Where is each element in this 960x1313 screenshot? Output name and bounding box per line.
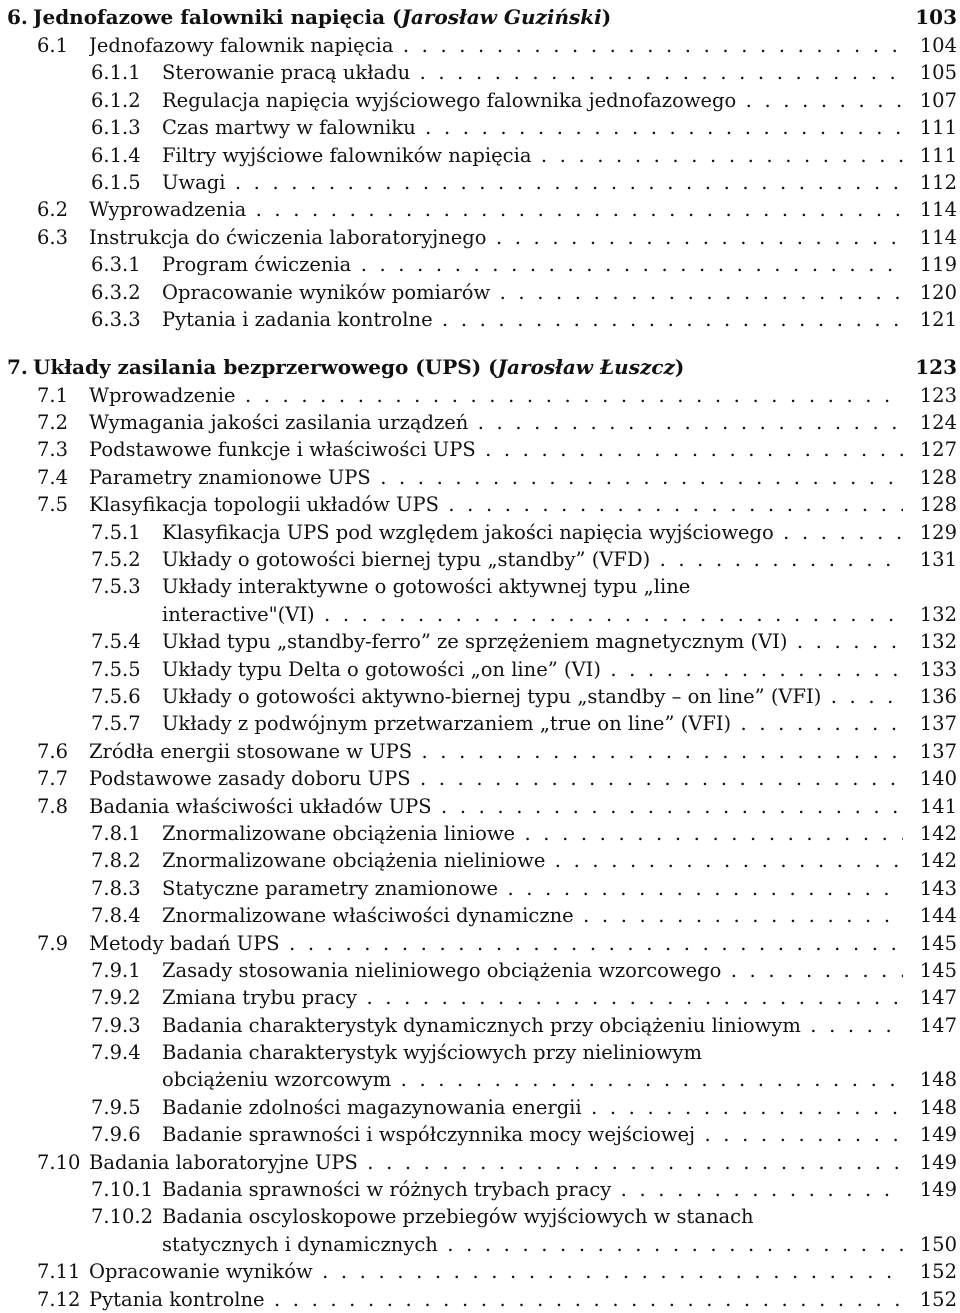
toc-entry-number: 7.3 [37,438,69,462]
toc-entry-title: Filtry wyjściowe falowników napięcia . . . [162,142,903,169]
chapter-title: Jednofazowe falowniki napięcia (Jarosław Guziński) [33,5,612,29]
toc-entry-number: 7.8.3 [91,876,141,900]
toc-entry-page-number: 141 [919,794,957,818]
toc-entry-page-number: 120 [919,280,957,304]
toc-entry-title: Zmiana trybu pracy . . . [162,984,903,1011]
toc-entry-title: statycznych i dynamicznych . . . [162,1231,903,1258]
toc-entry-page-number: 147 [919,986,957,1010]
toc-entry-page-number: 144 [919,904,957,928]
toc-entry-title: Wymagania jakości zasilania urządzeń . . . [89,409,903,436]
toc-entry[interactable] [7,1121,957,1148]
toc-entry-title: Znormalizowane obciążenia nieliniowe . . . [162,847,903,874]
toc-entry-title: Znormalizowane właściwości dynamiczne . . . [162,902,903,929]
toc-entry-number: 6.1.2 [91,88,141,112]
table-of-contents [7,4,957,1313]
chapter-author: Jarosław Guziński [401,5,602,29]
toc-entry-number: 6.3 [37,225,69,249]
toc-entry-title: Znormalizowane obciążenia liniowe . . . [162,820,903,847]
toc-entry-number: 7.10.1 [91,1178,154,1202]
toc-entry[interactable] [7,409,957,436]
toc-entry-number: 7.2 [37,411,69,435]
toc-entry[interactable] [7,793,957,820]
toc-entry-number: 7.9.5 [91,1095,141,1119]
toc-entry[interactable] [7,224,957,251]
toc-entry-page-number: 132 [919,602,957,626]
toc-entry-page-number: 142 [919,821,957,845]
toc-entry-number: 6.1.1 [91,61,141,85]
toc-entry-page-number: 124 [919,411,957,435]
toc-entry-page-number: 148 [919,1095,957,1119]
toc-entry-page-number: 150 [919,1232,957,1256]
toc-entry-title: Układy typu Delta o gotowości „on line” (VI) . . . [162,656,903,683]
toc-entry[interactable] [7,847,957,874]
toc-entry-title: Badania laboratoryjne UPS . . . [89,1149,903,1176]
chapter-heading[interactable] [7,4,957,32]
toc-entry-number: 6.1.5 [91,170,141,194]
toc-entry-title: Zródła energii stosowane w UPS . . . [89,738,903,765]
toc-entry-title: Badania oscyloskopowe przebiegów wyjściowych w stanach [162,1205,754,1229]
toc-entry[interactable] [7,279,957,306]
toc-entry-number: 6.3.3 [91,307,141,331]
toc-entry-title: Opracowanie wyników pomiarów . . . [162,279,903,306]
toc-entry-title: obciążeniu wzorcowym . . . [162,1066,903,1093]
toc-entry-page-number: 136 [919,684,957,708]
chapter-page-number: 103 [915,5,957,29]
toc-entry-number: 7.11 [37,1260,81,1284]
toc-entry-number: 7.4 [37,465,69,489]
toc-entry[interactable] [7,1066,957,1093]
toc-entry-number: 6.3.1 [91,253,141,277]
toc-entry-title: Klasyfikacja topologii układów UPS . . . [89,491,903,518]
toc-entry-number: 7.7 [37,767,69,791]
toc-entry-page-number: 133 [919,657,957,681]
toc-entry-page-number: 105 [919,61,957,85]
toc-entry-number: 7.5.4 [91,630,141,654]
chapter-title: Układy zasilania bezprzerwowego (UPS) (Jarosław Łuszcz) [33,355,685,380]
toc-entry-page-number: 119 [919,253,957,277]
toc-entry[interactable] [7,519,957,546]
toc-entry[interactable] [7,546,957,573]
toc-entry-title: Opracowanie wyników . . . [89,1258,903,1285]
toc-entry-title: Regulacja napięcia wyjściowego falownika jednofazowego . . . [162,87,903,114]
toc-entry-number: 7.5.5 [91,657,141,681]
toc-entry[interactable] [7,306,957,333]
toc-entry[interactable] [7,875,957,902]
toc-entry[interactable] [7,1231,957,1258]
chapter-page-number: 123 [915,355,957,380]
toc-entry[interactable] [7,196,957,223]
chapter-number: 6. [7,5,28,29]
chapter-author: Jarosław Łuszcz [497,355,675,380]
toc-entry-number: 7.9.6 [91,1123,141,1147]
toc-entry-page-number: 128 [919,465,957,489]
toc-entry-title: Instrukcja do ćwiczenia laboratoryjnego . . . [89,224,903,251]
toc-entry[interactable] [7,1176,957,1203]
toc-entry[interactable] [7,984,957,1011]
toc-entry[interactable] [7,464,957,491]
toc-entry-number: 7.9.2 [91,986,141,1010]
toc-entry-number: 7.8.2 [91,849,141,873]
toc-entry-title: Podstawowe funkcje i właściwości UPS . . . [89,436,903,463]
toc-entry[interactable] [7,820,957,847]
toc-entry-page-number: 148 [919,1068,957,1092]
toc-entry-number: 7.6 [37,739,69,763]
toc-entry[interactable] [7,1094,957,1121]
toc-entry-number: 7.9 [37,931,69,955]
toc-entry-number: 7.10 [37,1150,81,1174]
toc-entry-number: 6.2 [37,198,69,222]
toc-entry-number: 6.1.3 [91,116,141,140]
toc-entry[interactable] [7,436,957,463]
toc-entry-page-number: 128 [919,493,957,517]
toc-entry[interactable] [7,738,957,765]
toc-entry[interactable] [7,930,957,957]
toc-entry[interactable] [7,1012,957,1039]
toc-entry[interactable] [7,114,957,141]
toc-entry-title: Pytania i zadania kontrolne . . . [162,306,903,333]
toc-entry[interactable] [7,628,957,655]
toc-entry-page-number: 131 [919,548,957,572]
toc-entry-title: Sterowanie pracą układu . . . [162,59,903,86]
toc-entry-title: Statyczne parametry znamionowe . . . [162,875,903,902]
toc-entry-title: Wyprowadzenia . . . [89,196,903,223]
toc-entry-number: 7.9.3 [91,1013,141,1037]
toc-entry-title: interactive"(VI) . . . [162,601,903,628]
toc-entry[interactable] [7,1149,957,1176]
chapter-title-text: Układy zasilania bezprzerwowego (UPS) [33,355,482,380]
toc-entry-number: 7.5.2 [91,548,141,572]
toc-entry[interactable] [7,656,957,683]
chapter-gap [7,333,957,354]
toc-entry-title: Metody badań UPS . . . [89,930,903,957]
toc-entry-number: 7.9.1 [91,958,141,982]
toc-entry-title: Układy o gotowości biernej typu „standby” (VFD) . . . [162,546,903,573]
toc-entry-title: Badania charakterystyk wyjściowych przy nieliniowym [162,1041,703,1065]
toc-entry[interactable] [7,87,957,114]
toc-entry-title: Badania sprawności w różnych trybach pracy . . . [162,1176,903,1203]
toc-entry-number: 7.9.4 [91,1041,141,1065]
toc-entry-page-number: 142 [919,849,957,873]
toc-entry-page-number: 147 [919,1013,957,1037]
toc-entry-number: 6.3.2 [91,280,141,304]
toc-entry-title: Wprowadzenie . . . [89,382,903,409]
toc-entry-title: Program ćwiczenia . . . [162,251,903,278]
toc-entry-title: Parametry znamionowe UPS . . . [89,464,903,491]
toc-entry[interactable] [7,601,957,628]
toc-entry-page-number: 111 [919,143,957,167]
toc-entry-page-number: 145 [919,958,957,982]
toc-entry-page-number: 123 [919,383,957,407]
toc-entry[interactable] [7,902,957,929]
toc-entry-number: 6.1.4 [91,143,141,167]
toc-entry[interactable] [7,710,957,737]
toc-entry-page-number: 145 [919,931,957,955]
toc-entry-title: Badania właściwości układów UPS . . . [89,793,903,820]
toc-entry-title: Pytania kontrolne . . . [89,1286,903,1313]
chapter-title-text: Jednofazowe falowniki napięcia [33,5,386,29]
toc-entry[interactable] [7,251,957,278]
toc-entry-page-number: 137 [919,712,957,736]
toc-entry-number: 7.5.1 [91,520,141,544]
toc-entry-page-number: 140 [919,767,957,791]
toc-entry[interactable] [7,957,957,984]
toc-entry-title: Układy interaktywne o gotowości aktywnej typu „line [162,575,691,599]
toc-entry-page-number: 152 [919,1260,957,1284]
toc-entry-title: Układ typu „standby-ferro” ze sprzężeniem magnetycznym (VI) . . . [162,628,903,655]
toc-entry-page-number: 121 [919,307,957,331]
toc-entry[interactable] [7,169,957,196]
toc-entry-number: 7.5.7 [91,712,141,736]
toc-entry-page-number: 143 [919,876,957,900]
toc-entry[interactable] [7,1286,957,1313]
toc-entry-page-number: 149 [919,1123,957,1147]
toc-entry-page-number: 132 [919,630,957,654]
toc-entry-title: Zasady stosowania nieliniowego obciążenia wzorcowego . . . [162,957,903,984]
toc-entry-title: Czas martwy w falowniku . . . [162,114,903,141]
toc-entry[interactable] [7,573,957,600]
toc-entry[interactable] [7,142,957,169]
toc-entry-number: 7.5 [37,493,69,517]
toc-entry[interactable] [7,765,957,792]
toc-entry-number: 7.5.6 [91,684,141,708]
toc-entry-page-number: 152 [919,1287,957,1311]
toc-entry-page-number: 107 [919,88,957,112]
toc-entry-number: 6.1 [37,34,69,57]
toc-entry-number: 7.5.3 [91,575,141,599]
toc-entry[interactable] [7,382,957,409]
toc-entry-title: Badanie zdolności magazynowania energii . . . [162,1094,903,1121]
toc-entry-title: Jednofazowy falownik napięcia . . . [89,32,903,59]
toc-entry-title: Podstawowe zasady doboru UPS . . . [89,765,903,792]
toc-entry-page-number: 114 [919,225,957,249]
toc-entry-title: Uwagi . . . [162,169,903,196]
chapter-heading[interactable] [7,354,957,381]
toc-entry-page-number: 127 [919,438,957,462]
toc-entry-page-number: 114 [919,198,957,222]
toc-entry[interactable] [7,1039,957,1066]
toc-entry[interactable] [7,683,957,710]
toc-entry-page-number: 104 [919,34,957,57]
toc-entry-title: Badanie sprawności i współczynnika mocy wejściowej . . . [162,1121,903,1148]
toc-entry-page-number: 112 [919,170,957,194]
toc-entry[interactable] [7,59,957,86]
toc-entry-number: 7.8 [37,794,69,818]
toc-entry-title: Badania charakterystyk dynamicznych przy obciążeniu liniowym . . . [162,1012,903,1039]
toc-entry-page-number: 149 [919,1178,957,1202]
toc-entry-number: 7.10.2 [91,1205,154,1229]
toc-entry-title: Układy o gotowości aktywno-biernej typu „standby – on line” (VFI) . . . [162,683,903,710]
toc-entry[interactable] [7,32,957,59]
toc-entry-page-number: 149 [919,1150,957,1174]
toc-entry-page-number: 129 [919,520,957,544]
toc-entry-title: Klasyfikacja UPS pod względem jakości napięcia wyjściowego . . . [162,519,903,546]
toc-entry-number: 7.12 [37,1287,81,1311]
toc-entry-number: 7.8.1 [91,821,141,845]
toc-entry-number: 7.1 [37,383,69,407]
toc-entry[interactable] [7,1203,957,1230]
chapter-number: 7. [7,355,28,380]
toc-entry-page-number: 111 [919,116,957,140]
toc-entry[interactable] [7,1258,957,1285]
toc-entry-page-number: 137 [919,739,957,763]
toc-entry-title: Układy z podwójnym przetwarzaniem „true on line” (VFI) . . . [162,710,903,737]
toc-entry-number: 7.8.4 [91,904,141,928]
toc-entry[interactable] [7,491,957,518]
